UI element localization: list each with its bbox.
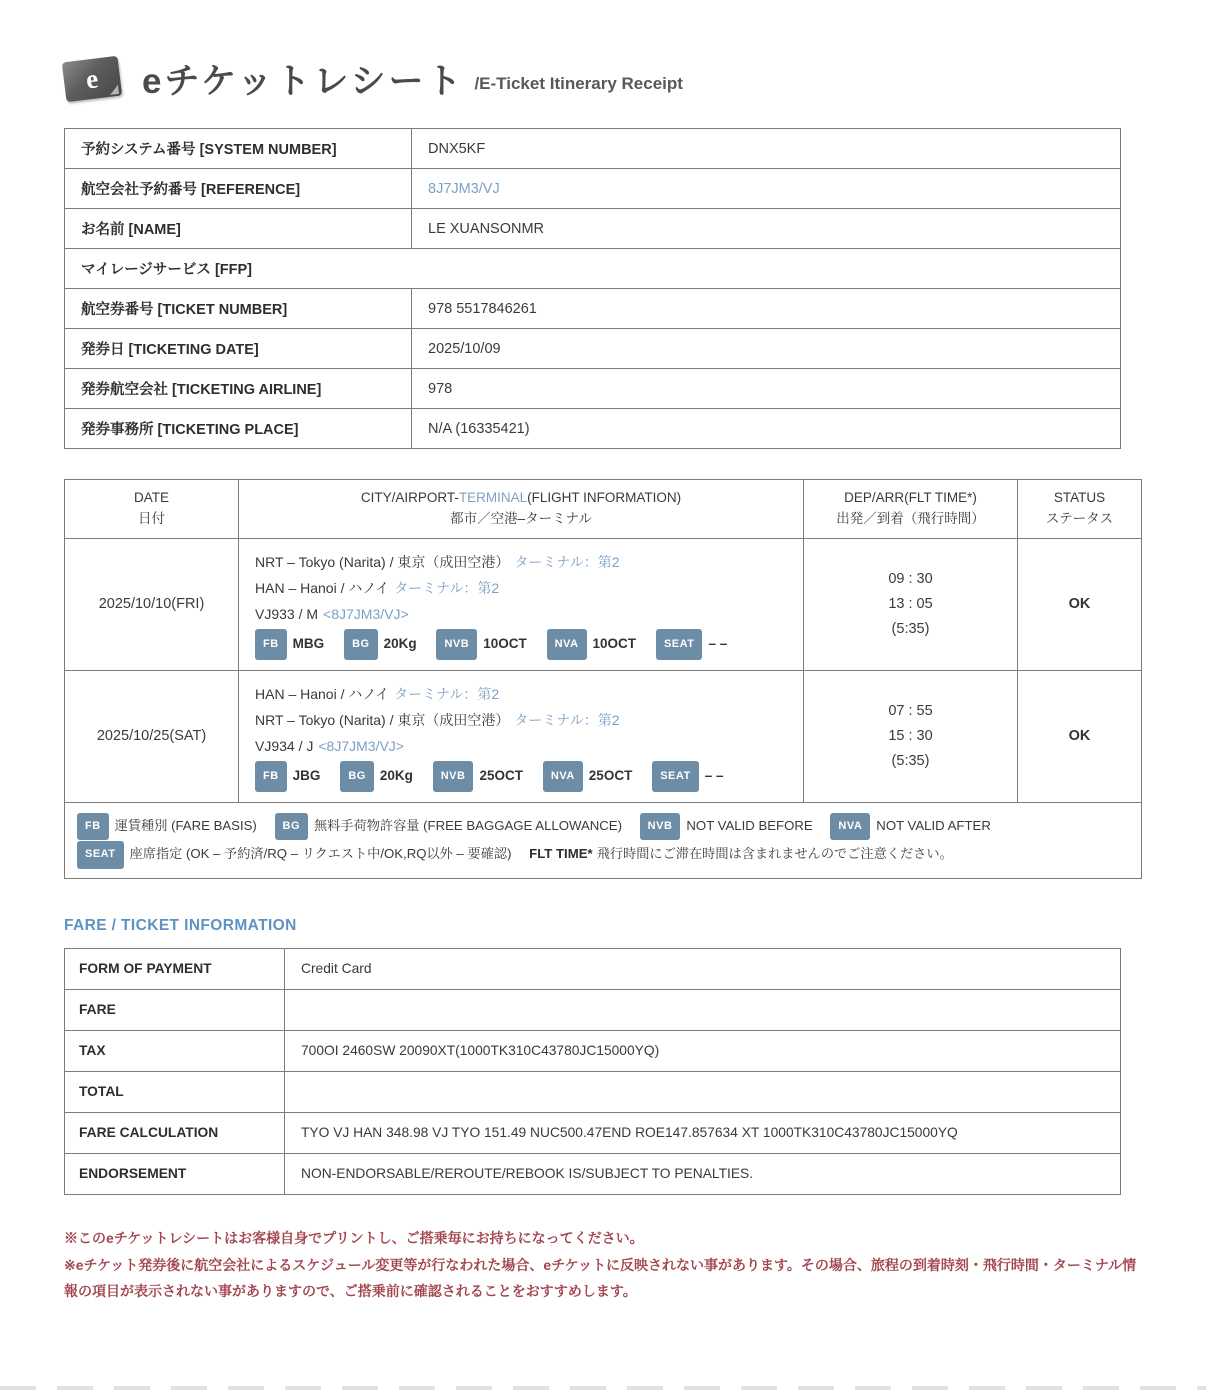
fare-basis-value: MBG	[292, 635, 325, 651]
flight-city-info	[239, 670, 804, 802]
itinerary-table	[64, 479, 1142, 879]
booking-label-ticketing-place: 発券事務所 [TICKETING PLACE]	[65, 409, 412, 449]
booking-label-ticket-number: 航空券番号 [TICKET NUMBER]	[65, 289, 412, 329]
table-row	[65, 369, 1121, 409]
nvb-badge: NVB	[433, 761, 474, 792]
nva-badge: NVA	[543, 761, 583, 792]
flight-row	[65, 538, 1142, 670]
nva-badge: NVA	[830, 813, 870, 841]
seat-badge: SEAT	[77, 841, 124, 869]
booking-label-system-number: 予約システム番号 [SYSTEM NUMBER]	[65, 129, 412, 169]
seat-value: – –	[704, 767, 724, 783]
nva-value: 10OCT	[592, 635, 637, 651]
booking-value-name: LE XUANSONMR	[412, 209, 1121, 249]
terminal-info: ターミナル：第2	[394, 685, 500, 702]
flight-destination: HAN – Hanoi / ハノイ ターミナル：第2	[255, 579, 500, 596]
baggage-value: 20Kg	[379, 767, 413, 783]
column-header-deparr-jp: 出発／到着（飛行時間）	[836, 510, 985, 526]
table-row	[65, 129, 1121, 169]
e-ticket-icon	[62, 56, 122, 103]
footer-notes	[64, 1225, 1142, 1305]
departure-time: 09 : 30	[888, 570, 933, 587]
column-header-date	[65, 480, 239, 539]
booking-value-ticketing-airline: 978	[412, 369, 1121, 409]
flight-duration: (5:35)	[891, 620, 930, 637]
fare-info-table	[64, 948, 1121, 1195]
nvb-value: 25OCT	[479, 767, 523, 783]
note-line-1: ※このeチケットレシートはお客様自身でプリントし、ご搭乗毎にお持ちになってください。	[64, 1229, 644, 1246]
nvb-value: 10OCT	[483, 635, 527, 651]
column-header-city-jp: 都市／空港–ターミナル	[450, 510, 592, 526]
fare-basis-badge: FB	[255, 761, 287, 792]
column-header-deparr-en: DEP/ARR(FLT TIME*)	[844, 490, 977, 505]
fare-basis-badge: FB	[77, 813, 109, 841]
baggage-badge: BG	[275, 813, 309, 841]
column-header-city-en: CITY/AIRPORT-TERMINAL(FLIGHT INFORMATION)	[360, 490, 682, 505]
flight-origin: HAN – Hanoi / ハノイ ターミナル：第2	[255, 685, 500, 702]
booking-value-ticketing-date: 2025/10/09	[412, 329, 1121, 369]
table-row	[65, 289, 1121, 329]
document-header	[64, 54, 1206, 104]
e-ticket-icon-letter: e	[84, 62, 100, 95]
table-row	[65, 409, 1121, 449]
column-header-city	[239, 480, 804, 539]
flight-origin: NRT – Tokyo (Narita) / 東京（成田空港） ターミナル：第2	[255, 553, 620, 570]
terminal-info: ターミナル：第2	[394, 579, 500, 596]
fare-label-endorsement: ENDORSEMENT	[65, 1153, 285, 1194]
flight-times	[804, 670, 1018, 802]
nva-badge: NVA	[547, 629, 587, 660]
fare-basis-badge: FB	[255, 629, 287, 660]
fare-value-fare	[285, 989, 1121, 1030]
booking-value-system-number: DNX5KF	[412, 129, 1121, 169]
table-row	[65, 1153, 1121, 1194]
fare-value-tax: 700OI 2460SW 20090XT(1000TK310C43780JC15000YQ)	[285, 1030, 1121, 1071]
fare-value-form-of-payment: Credit Card	[285, 948, 1121, 989]
fare-value-total	[285, 1071, 1121, 1112]
baggage-badge: BG	[344, 629, 378, 660]
fare-label-form-of-payment: FORM OF PAYMENT	[65, 948, 285, 989]
legend-row	[65, 802, 1142, 878]
flight-fare-details	[255, 761, 797, 792]
fare-label-tax: TAX	[65, 1030, 285, 1071]
booking-value-ticketing-place: N/A (16335421)	[412, 409, 1121, 449]
legend-cell	[65, 802, 1142, 878]
booking-reference: <8J7JM3/VJ>	[323, 605, 409, 622]
booking-value-ffp	[412, 249, 1121, 289]
booking-label-ffp: マイレージサービス [FFP]	[65, 249, 412, 289]
baggage-badge: BG	[340, 761, 374, 792]
column-header-status-jp: ステータス	[1045, 510, 1114, 526]
fare-section-title: FARE / TICKET INFORMATION	[64, 916, 297, 934]
seat-badge: SEAT	[656, 629, 703, 660]
seat-badge: SEAT	[652, 761, 699, 792]
flight-date: 2025/10/25(SAT)	[65, 670, 239, 802]
table-row	[65, 209, 1121, 249]
bottom-dashed-divider	[0, 1386, 1206, 1390]
flt-time-label: FLT TIME*	[529, 846, 593, 862]
column-header-date-jp: 日付	[138, 510, 165, 526]
flight-times	[804, 538, 1018, 670]
table-row	[65, 249, 1121, 289]
booking-value-ticket-number: 978 5517846261	[412, 289, 1121, 329]
booking-info-table	[64, 128, 1121, 449]
table-row	[65, 1030, 1121, 1071]
booking-reference: <8J7JM3/VJ>	[318, 737, 404, 754]
page-title-english: /E-Ticket Itinerary Receipt	[474, 74, 683, 93]
booking-label-ticketing-date: 発券日 [TICKETING DATE]	[65, 329, 412, 369]
column-header-deparr	[804, 480, 1018, 539]
nvb-badge: NVB	[436, 629, 477, 660]
table-row	[65, 329, 1121, 369]
fare-value-endorsement: NON-ENDORSABLE/REROUTE/REBOOK IS/SUBJECT TO PENALTIES.	[285, 1153, 1121, 1194]
nva-value: 25OCT	[588, 767, 633, 783]
booking-label-name: お名前 [NAME]	[65, 209, 412, 249]
flight-row	[65, 670, 1142, 802]
table-row	[65, 989, 1121, 1030]
terminal-info: ターミナル：第2	[514, 711, 620, 728]
fare-value-fare-calculation: TYO VJ HAN 348.98 VJ TYO 151.49 NUC500.47END ROE147.857634 XT 1000TK310C43780JC15000YQ	[285, 1112, 1121, 1153]
flight-city-info	[239, 538, 804, 670]
fare-label-fare: FARE	[65, 989, 285, 1030]
column-header-status-en: STATUS	[1053, 490, 1106, 505]
table-row	[65, 948, 1121, 989]
nvb-badge: NVB	[640, 813, 681, 841]
arrival-time: 13 : 05	[888, 595, 933, 612]
fare-label-fare-calculation: FARE CALCULATION	[65, 1112, 285, 1153]
flight-date: 2025/10/10(FRI)	[65, 538, 239, 670]
arrival-time: 15 : 30	[888, 727, 933, 744]
fare-basis-value: JBG	[292, 767, 321, 783]
legend-line-2: SEAT 座席指定 (OK – 予約済/RQ – リクエスト中/OK,RQ以外 – 要確認) FLT TIME* 飛行時間にご滞在時間は含まれませんのでご注意ください。	[77, 840, 1131, 869]
baggage-value: 20Kg	[383, 635, 417, 651]
itinerary-header-row	[65, 480, 1142, 539]
status-badge: OK	[1018, 538, 1142, 670]
departure-time: 07 : 55	[888, 702, 933, 719]
table-row	[65, 169, 1121, 209]
terminal-highlight: TERMINAL	[458, 490, 528, 505]
page-title-japanese: eチケットレシート	[142, 62, 465, 101]
booking-label-ticketing-airline: 発券航空会社 [TICKETING AIRLINE]	[65, 369, 412, 409]
table-row	[65, 1112, 1121, 1153]
table-row	[65, 1071, 1121, 1112]
flight-number-line: VJ933 / M <8J7JM3/VJ>	[255, 605, 409, 622]
flight-duration: (5:35)	[891, 752, 930, 769]
booking-label-reference: 航空会社予約番号 [REFERENCE]	[65, 169, 412, 209]
eticket-receipt-document	[0, 54, 1206, 1305]
legend-line-1: FB 運賃種別 (FARE BASIS) BG 無料手荷物許容量 (FREE BAGGAGE ALLOWANCE) NVB NOT VALID BEFORE NVA NOT VALID AFTER	[77, 812, 1131, 841]
terminal-info: ターミナル：第2	[514, 553, 620, 570]
flight-number-line: VJ934 / J <8J7JM3/VJ>	[255, 737, 404, 754]
column-header-date-en: DATE	[133, 490, 169, 505]
note-line-2: ※eチケット発券後に航空会社によるスケジュール変更等が行なわれた場合、eチケットに反映されない事があります。その場合、旅程の到着時刻・飛行時間・ターミナル情報の項目が表示されない事がありますので、ご搭乗前に確認されることをおすすめします。	[64, 1256, 1137, 1300]
fare-label-total: TOTAL	[65, 1071, 285, 1112]
column-header-status	[1018, 480, 1142, 539]
seat-value: – –	[708, 635, 728, 651]
flight-fare-details	[255, 629, 797, 660]
flight-destination: NRT – Tokyo (Narita) / 東京（成田空港） ターミナル：第2	[255, 711, 620, 728]
status-badge: OK	[1018, 670, 1142, 802]
booking-value-reference: 8J7JM3/VJ	[412, 169, 1121, 209]
